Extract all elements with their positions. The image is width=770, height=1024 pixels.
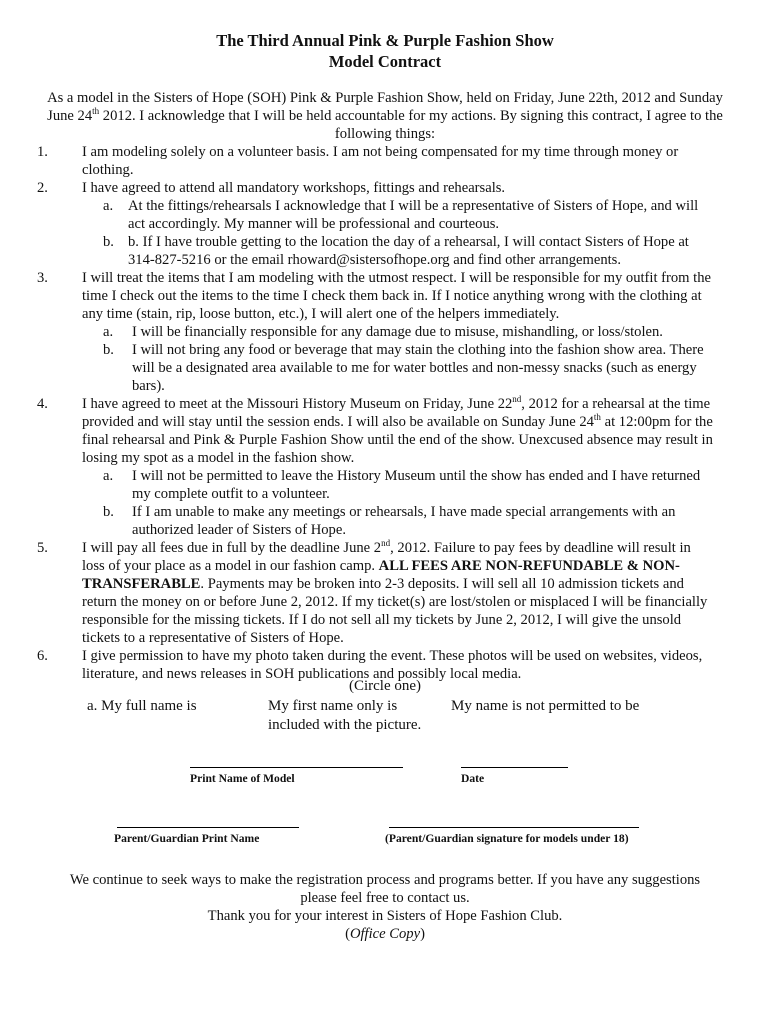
intro-text-1: As a model in the Sisters of Hope (SOH) Pink & Purple Fashion Show, held on Friday, June 22th, 2012 and Sunday June 24 [47,90,723,124]
closing-feedback-text: We continue to seek ways to make the registration process and programs better. If you have any suggestions please feel free to contact us. [69,872,701,906]
intro-superscript: th [92,106,100,117]
subitem-text: If I am unable to make any meetings or rehearsals, I have made special arrangements with an authorized leader of Sisters of Hope. [132,504,676,538]
term-text-part: . Payments may be broken into 2-3 deposits. I will sell all 10 admission tickets and return the money on or before June 2, 2012. If my ticket(s) are lost/stolen or misplaced I will be financially responsible for the missing tickets. If I do not sell all my tickets by June 2, 2012, I will give the unsold tickets to a representative of Sisters of Hope. [82,576,708,646]
term-number: 6. [37,648,48,664]
subitem-label: a. [103,198,114,214]
terms-list [0,143,770,683]
subitem-text: I will be financially responsible for any damage due to misuse, mishandling, or loss/stolen. [132,324,663,340]
subitem-label: b. [103,342,114,358]
term-text-part: at 12:00pm for the final rehearsal and Pink & Purple Fashion Show until the end of the show. Unexcused absence may result in losing my spot as a model in the fashion show. [82,414,713,466]
closing-section [60,871,710,943]
subitem-text: b. If I have trouble getting to the location the day of a rehearsal, I will contact Sisters of Hope at 314-827-5216 or the email rhoward@sistersofhope.org and find other arrangements. [128,234,689,268]
circle-one-instruction: (Circle one) [348,678,422,694]
document-subtitle: Model Contract [328,52,442,71]
photo-option-first-name[interactable]: My first name only is included with the picture. [268,698,422,733]
term-item-3 [0,269,714,323]
term-item-5 [0,539,714,647]
guardian-signature-line[interactable] [389,827,639,828]
subitem-label: a. [103,468,114,484]
subitem-text: At the fittings/rehearsals I acknowledge that I will be a representative of Sisters of Hope, and will act accordingly. My manner will be professional and courteous. [128,198,699,232]
photo-option-full-name[interactable]: a. My full name is [87,698,197,714]
subitem-text: I will not be permitted to leave the History Museum until the show has ended and I have returned my complete outfit to a volunteer. [132,468,701,502]
subitem-label: b. [103,234,114,250]
term-subitem-4b [0,503,714,539]
term-subitem-4a [0,467,714,503]
term-text-part: , 2012 for a rehearsal at the time provided and will stay until the session ends. I will also be available on Sunday June 24 [82,396,711,430]
term-superscript: th [593,412,601,423]
subitem-label: b. [103,504,114,520]
term-subitem-2a [0,197,714,233]
term-number: 4. [37,396,48,412]
term-text-part: I will pay all fees due in full by the deadline June 2 [82,540,382,556]
subitem-label: a. [103,324,114,340]
intro-text-2: 2012. I acknowledge that I will be held accountable for my actions. By signing this contract, I agree to the following things: [99,108,723,142]
guardian-name-label: Parent/Guardian Print Name [114,832,260,845]
intro-paragraph [40,89,730,143]
term-superscript: nd [381,538,391,549]
closing-thanks-text: Thank you for your interest in Sisters of Hope Fashion Club. [207,908,563,924]
photo-option-no-name[interactable]: My name is not permitted to be [451,698,640,714]
office-copy-label: Office Copy [349,926,421,942]
term-text-part: , 2012. Failure to pay fees by deadline will result in loss of your place as a model in our fashion camp. [82,540,691,574]
term-text: I give permission to have my photo taken during the event. These photos will be used on websites, videos, literature, and news releases in SOH publications and possibly local media. [82,648,703,682]
date-signature-line[interactable] [461,767,568,768]
term-number: 1. [37,144,48,160]
document-title: The Third Annual Pink & Purple Fashion Show [216,31,554,50]
term-text: I have agreed to attend all mandatory workshops, fittings and rehearsals. [82,180,506,196]
guardian-signature-label: (Parent/Guardian signature for models under 18) [385,832,629,845]
term-subitem-2b [0,233,714,269]
term-superscript: nd [512,394,522,405]
term-item-1 [0,143,714,179]
term-number: 2. [37,180,48,196]
office-copy-note: (Office Copy) [345,926,425,942]
term-item-4 [0,395,714,467]
print-name-label: Print Name of Model [190,772,295,785]
term-number: 5. [37,540,48,556]
model-name-signature-line[interactable] [190,767,403,768]
term-number: 3. [37,270,48,286]
guardian-name-line[interactable] [117,827,299,828]
date-label: Date [461,772,485,785]
term-text: I will treat the items that I am modeling with the utmost respect. I will be responsible for my outfit from the time I check out the items to the time I check them back in. If I notice anything wrong with the clothing at any time (stain, rip, loose button, etc.), I will alert one of the helpers immediately. [82,270,712,322]
term-text-part: I have agreed to meet at the Missouri History Museum on Friday, June 22 [82,396,513,412]
subitem-text: I will not bring any food or beverage that may stain the clothing into the fashion show area. There will be a designated area available to me for water bottles and non-messy snacks (such as energy bars). [132,342,704,394]
term-subitem-3a [0,323,714,341]
fees-warning: ALL FEES ARE NON-REFUNDABLE & NON-TRANSFERABLE [82,558,680,592]
term-text: I am modeling solely on a volunteer basis. I am not being compensated for my time through money or clothing. [82,144,679,178]
term-subitem-3b [0,341,714,395]
term-item-2 [0,179,714,197]
